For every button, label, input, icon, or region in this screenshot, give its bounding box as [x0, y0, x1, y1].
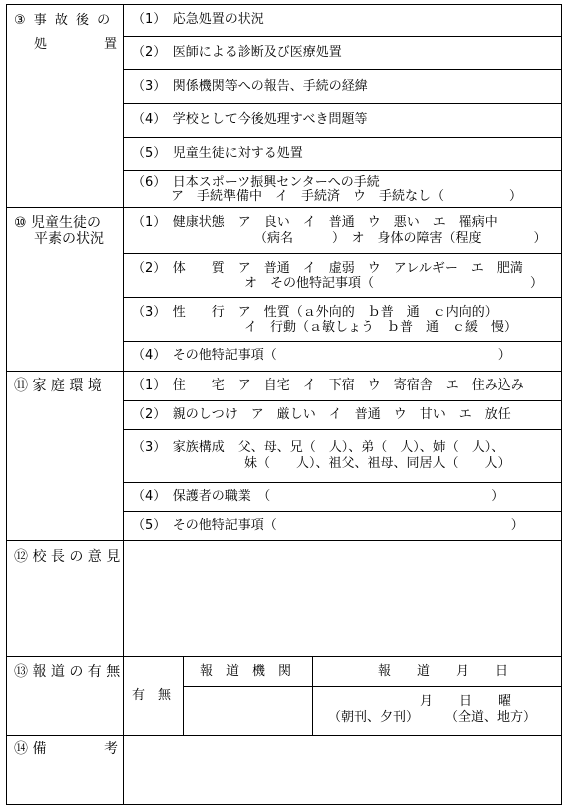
section-label-14b: 考 [104, 741, 118, 757]
press-presence: 有 無 [132, 688, 172, 703]
section-divider-13 [6, 656, 562, 657]
row-divider [123, 69, 562, 70]
frame-left [6, 4, 7, 805]
sec11-item-1: （1） 住 宅 ア 自宅 イ 下宿 ウ 寄宿舎 エ 住み込み [132, 378, 524, 393]
section-label-3-line2: 処 [34, 37, 48, 52]
press-grid-line [183, 686, 562, 687]
section-divider-11 [6, 371, 562, 372]
sec3-item-3: （3） 関係機関等への報告、手続の経緯 [132, 79, 368, 94]
row-divider [123, 341, 562, 342]
sec11-item-4: （4） 保護者の職業 （ ） [132, 489, 505, 504]
press-date-header: 報 道 月 日 [378, 664, 509, 679]
section-label-3: ③ 事 故 後 の [14, 13, 113, 28]
section-label-13: ⑬ 報 道 の 有 無 [14, 664, 121, 680]
row-divider [123, 400, 562, 401]
sec11-item-2: （2） 親のしつけ ア 厳しい イ 普通 ウ 甘い エ 放任 [132, 407, 511, 422]
row-divider [123, 482, 562, 483]
row-divider [123, 170, 562, 171]
sec3-item-6-line2: ア 手続準備中 イ 手続済 ウ 手続なし（ ） [132, 189, 523, 204]
section-label-3-line2b: 置 [104, 37, 118, 52]
row-divider [123, 137, 562, 138]
sec10-item-2-line2: オ その他特記事項（ ） [244, 276, 544, 291]
section-label-11: ⑪ 家 庭 環 境 [14, 378, 102, 394]
press-grid-line [183, 656, 184, 736]
press-paper-line: （朝刊、夕刊） （全道、地方） [328, 710, 537, 725]
sec10-item-3-line1: （3） 性 行 ア 性質（ａ外向的 ｂ普 通 ｃ内向的） [132, 305, 498, 320]
row-divider [123, 297, 562, 298]
sec11-item-3-line1: （3） 家族構成 父、母、兄（ 人）、弟（ 人）、姉（ 人）、 [132, 440, 505, 455]
section-divider-10 [6, 207, 562, 208]
sec3-item-4: （4） 学校として今後処理すべき問題等 [132, 112, 368, 127]
press-agency-header: 報 道 機 関 [200, 664, 292, 679]
row-divider [123, 511, 562, 512]
section-label-10-line2: 平素の状況 [34, 231, 104, 247]
row-divider [123, 103, 562, 104]
frame-right [561, 4, 562, 805]
sec3-item-2: （2） 医師による診断及び医療処置 [132, 45, 342, 60]
sec10-item-3-line2: イ 行動（ａ敏しょう ｂ普 通 ｃ緩 慢） [244, 320, 518, 335]
sec3-item-5: （5） 児童生徒に対する処置 [132, 146, 303, 161]
sec11-item-3-line2: 妹（ 人）、祖父、祖母、同居人（ 人） [244, 456, 511, 471]
sec10-item-2-line1: （2） 体 質 ア 普通 イ 虚弱 ウ アレルギー エ 肥満 [132, 261, 523, 276]
row-divider [123, 429, 562, 430]
sec3-item-6-line1: （6） 日本スポーツ振興センターへの手続 [132, 175, 380, 190]
sec3-item-1: （1） 応急処置の状況 [132, 12, 264, 27]
section-label-14: ⑭ 備 [14, 741, 47, 757]
section-divider-14 [6, 735, 562, 736]
row-divider [123, 253, 562, 254]
section-label-12: ⑫ 校 長 の 意 見 [14, 549, 121, 565]
press-date-line: 月 日 曜 [420, 694, 512, 709]
section-divider-12 [6, 540, 562, 541]
section-label-10: ⑩ 児童生徒の [14, 215, 102, 231]
frame-bottom [6, 804, 562, 805]
sec10-item-4: （4） その他特記事項（ ） [132, 348, 511, 363]
label-column-divider [123, 4, 124, 805]
press-grid-line [312, 656, 313, 736]
sec10-item-1-line1: （1） 健康状態 ア 良い イ 普通 ウ 悪い エ 罹病中 [132, 215, 498, 230]
row-divider [123, 36, 562, 37]
frame-top [6, 4, 562, 5]
sec10-item-1-line2: （病名 ） オ 身体の障害（程度 ） [254, 231, 547, 246]
sec11-item-5: （5） その他特記事項（ ） [132, 518, 524, 533]
